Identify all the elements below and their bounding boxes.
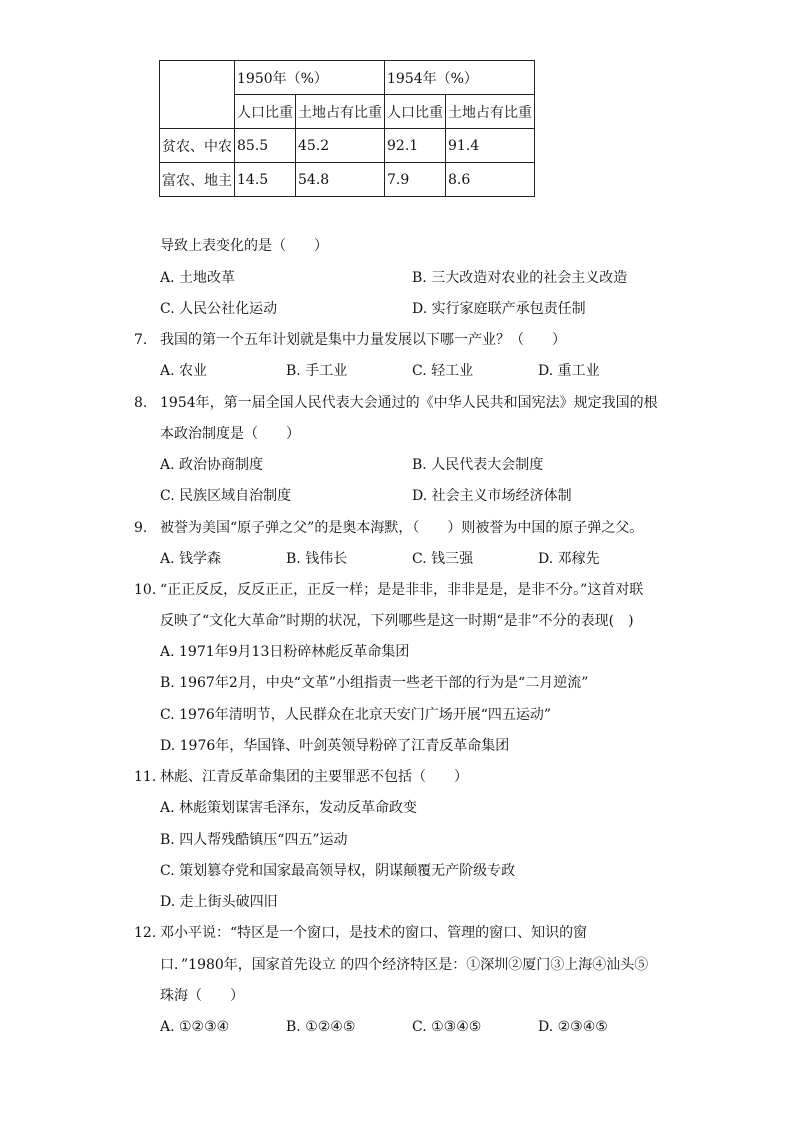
table-cell: 91.4 [446, 129, 535, 163]
table-cell: 54.8 [296, 163, 385, 197]
q7-option-b[interactable]: B. 手工业 [286, 363, 348, 379]
table-subheader: 人口比重 [235, 95, 296, 129]
q6-option-b[interactable]: B. 三大改造对农业的社会主义改造 [412, 270, 628, 286]
q7-option-a[interactable]: A. 农业 [160, 363, 208, 379]
q8-option-b[interactable]: B. 人民代表大会制度 [412, 457, 544, 473]
q11-option-c[interactable]: C. 策划篡夺党和国家最高领导权，阴谋颠覆无产阶级专政 [160, 863, 516, 879]
table-header-1954: 1954年（%） [385, 61, 535, 95]
q9-number: 9. [134, 520, 148, 536]
table-cell: 45.2 [296, 129, 385, 163]
q12-option-a[interactable]: A. ①②③④ [160, 1019, 230, 1035]
q9-stem: 被誉为美国“原子弹之父”的是奥本海默，（ ）则被誉为中国的原子弹之父。 [160, 520, 644, 536]
q10-stem-line-2: 反映了“文化大革命”时期的状况，下列哪些是这一时期“是非”不分的表现( ) [160, 613, 634, 629]
q10-option-b[interactable]: B. 1967年2月，中央“文革”小组指责一些老干部的行为是“二月逆流” [160, 675, 589, 691]
q10-option-a[interactable]: A. 1971年9月13日粉碎林彪反革命集团 [160, 644, 410, 660]
table-header-1950: 1950年（%） [235, 61, 385, 95]
q12-option-b[interactable]: B. ①②④⑤ [286, 1019, 356, 1035]
q6-option-d[interactable]: D. 实行家庭联产承包责任制 [412, 301, 586, 317]
q6-option-a[interactable]: A. 土地改革 [160, 270, 236, 286]
q11-option-b[interactable]: B. 四人帮残酷镇压“四五”运动 [160, 832, 348, 848]
table-cell: 8.6 [446, 163, 535, 197]
q12-option-d[interactable]: D. ②③④⑤ [538, 1019, 608, 1035]
table-cell: 14.5 [235, 163, 296, 197]
q9-option-a[interactable]: A. 钱学森 [160, 551, 222, 567]
q8-option-d[interactable]: D. 社会主义市场经济体制 [412, 488, 572, 504]
table-subheader: 土地占有比重 [296, 95, 385, 129]
q8-option-c[interactable]: C. 民族区域自治制度 [160, 488, 292, 504]
q12-number: 12. [134, 925, 157, 941]
q9-option-d[interactable]: D. 邓稼先 [538, 551, 600, 567]
q11-option-d[interactable]: D. 走上街头破四旧 [160, 894, 278, 910]
q6-stem: 导致上表变化的是（ ） [160, 238, 328, 254]
table-corner-cell [160, 61, 235, 129]
q7-stem: 我国的第一个五年计划就是集中力量发展以下哪一产业？（ ） [160, 332, 566, 348]
q8-number: 8. [134, 395, 148, 411]
q11-stem: 林彪、江青反革命集团的主要罪恶不包括（ ） [160, 769, 468, 785]
q12-stem-line-1: 邓小平说：“特区是一个窗口，是技术的窗口、管理的窗口、知识的窗 [160, 925, 588, 941]
q9-option-c[interactable]: C. 钱三强 [412, 551, 474, 567]
land-statistics-table [159, 60, 535, 197]
table-subheader: 人口比重 [385, 95, 446, 129]
q11-number: 11. [134, 769, 157, 785]
q12-option-c[interactable]: C. ①③④⑤ [412, 1019, 482, 1035]
q8-option-a[interactable]: A. 政治协商制度 [160, 457, 264, 473]
q10-number: 10. [134, 582, 157, 598]
q7-number: 7. [134, 332, 148, 348]
q8-stem-line-2: 本政治制度是（ ） [160, 426, 300, 442]
q12-stem-line-2: 口．”1980年，国家首先设立 的四个经济特区是：①深圳②厦门③上海④汕头⑤ [160, 957, 649, 973]
table-row-label: 贫农、中农 [160, 129, 235, 163]
q10-option-d[interactable]: D. 1976年，华国锋、叶剑英领导粉碎了江青反革命集团 [160, 738, 510, 754]
q10-option-c[interactable]: C. 1976年清明节，人民群众在北京天安门广场开展“四五运动” [160, 707, 552, 723]
q11-option-a[interactable]: A. 林彪策划谋害毛泽东，发动反革命政变 [160, 800, 418, 816]
q6-option-c[interactable]: C. 人民公社化运动 [160, 301, 278, 317]
q9-option-b[interactable]: B. 钱伟长 [286, 551, 348, 567]
q10-stem-line-1: “正正反反，反反正正，正反一样；是是非非，非非是是，是非不分。”这首对联 [160, 582, 644, 598]
q8-stem-line-1: 1954年，第一届全国人民代表大会通过的《中华人民共和国宪法》规定我国的根 [160, 395, 658, 411]
q7-option-d[interactable]: D. 重工业 [538, 363, 600, 379]
table-cell: 85.5 [235, 129, 296, 163]
table-row [160, 163, 535, 197]
table-cell: 92.1 [385, 129, 446, 163]
q7-option-c[interactable]: C. 轻工业 [412, 363, 474, 379]
q12-stem-line-3: 珠海（ ） [160, 988, 244, 1004]
table-cell: 7.9 [385, 163, 446, 197]
table-row [160, 129, 535, 163]
table-header-row [160, 61, 535, 95]
table-subheader: 土地占有比重 [446, 95, 535, 129]
table-row-label: 富农、地主 [160, 163, 235, 197]
